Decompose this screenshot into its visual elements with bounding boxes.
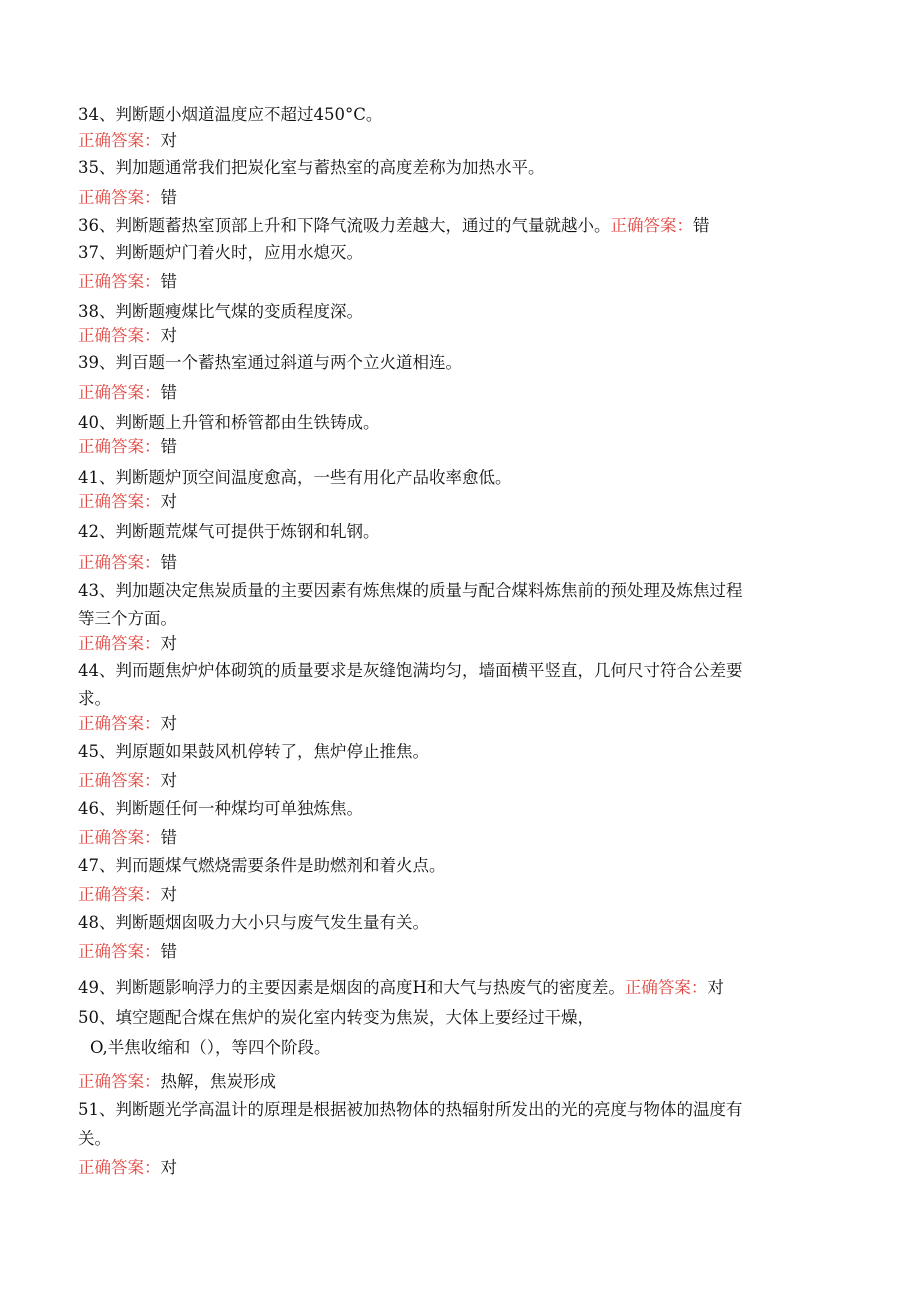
answer-value: 错 xyxy=(693,216,710,235)
question-text: 49、判断题影响浮力的主要因素是烟囱的高度H和大气与热废气的密度差。 xyxy=(78,978,625,997)
question-35: 35、判加题通常我们把炭化室与蓄热室的高度差称为加热水平。 xyxy=(78,158,545,177)
question-39: 39、判百题一个蓄热室通过斜道与两个立火道相连。 xyxy=(78,353,462,372)
answer-label: 正确答案： xyxy=(78,437,161,456)
answer-38 xyxy=(78,326,177,346)
answer-value: 错 xyxy=(160,188,177,207)
answer-value: 对 xyxy=(707,978,724,997)
answer-label: 正确答案： xyxy=(78,714,161,733)
answer-46 xyxy=(78,828,177,848)
answer-value: 对 xyxy=(160,1158,177,1177)
answer-44 xyxy=(78,714,177,734)
question-text: 36、判断题蓄热室顶部上升和下降气流吸力差越大，通过的气量就越小。 xyxy=(78,216,611,235)
answer-value: 对 xyxy=(160,885,177,904)
answer-50 xyxy=(78,1072,276,1092)
answer-label: 正确答案： xyxy=(78,1072,161,1091)
question-50-line1: 50、填空题配合煤在焦炉的炭化室内转变为焦炭，大体上要经过干燥， xyxy=(78,1008,594,1027)
answer-value: 对 xyxy=(160,131,177,150)
question-42: 42、判断题荒煤气可提供于炼钢和轧钢。 xyxy=(78,522,380,541)
answer-42 xyxy=(78,553,177,573)
answer-39 xyxy=(78,383,177,403)
question-41: 41、判断题炉顶空间温度愈高，一些有用化产品收率愈低。 xyxy=(78,468,512,487)
answer-value: 错 xyxy=(160,272,177,291)
answer-48 xyxy=(78,942,177,962)
answer-label: 正确答案： xyxy=(78,828,161,847)
answer-value: 热解，焦炭形成 xyxy=(160,1072,276,1091)
question-34: 34、判断题小烟道温度应不超过450°C。 xyxy=(78,105,383,124)
question-47: 47、判而题煤气燃烧需要条件是助燃剂和着火点。 xyxy=(78,856,446,875)
answer-label: 正确答案： xyxy=(78,188,161,207)
question-44-line2: 求。 xyxy=(78,689,111,708)
answer-value: 错 xyxy=(160,383,177,402)
question-36 xyxy=(78,216,710,236)
answer-value: 错 xyxy=(160,553,177,572)
answer-41 xyxy=(78,492,177,512)
question-51-line1: 51、判断题光学高温计的原理是根据被加热物体的热辐射所发出的光的亮度与物体的温度有 xyxy=(78,1100,743,1119)
answer-label: 正确答案： xyxy=(78,942,161,961)
answer-43 xyxy=(78,634,177,654)
answer-value: 错 xyxy=(160,828,177,847)
answer-value: 对 xyxy=(160,326,177,345)
answer-label: 正确答案： xyxy=(78,553,161,572)
answer-label: 正确答案： xyxy=(610,216,693,235)
question-44-line1: 44、判而题焦炉炉体砌筑的质量要求是灰缝饱满均匀，墙面横平竖直，几何尺寸符合公差要 xyxy=(78,661,743,680)
answer-label: 正确答案： xyxy=(78,272,161,291)
answer-34 xyxy=(78,131,177,151)
answer-label: 正确答案： xyxy=(78,131,161,150)
answer-label: 正确答案： xyxy=(78,492,161,511)
answer-value: 对 xyxy=(160,634,177,653)
answer-37 xyxy=(78,272,177,292)
question-51-line2: 关。 xyxy=(78,1129,111,1148)
answer-label: 正确答案： xyxy=(78,771,161,790)
question-43-line2: 等三个方面。 xyxy=(78,609,177,628)
answer-label: 正确答案： xyxy=(78,326,161,345)
answer-35 xyxy=(78,188,177,208)
question-50-line2: O,半焦收缩和（），等四个阶段。 xyxy=(90,1038,331,1057)
question-37: 37、判断题炉门着火时，应用水熄灭。 xyxy=(78,243,363,262)
answer-45 xyxy=(78,771,177,791)
answer-label: 正确答案： xyxy=(78,885,161,904)
question-48: 48、判断题烟囱吸力大小只与废气发生量有关。 xyxy=(78,913,429,932)
question-40: 40、判断题上升管和桥管都由生铁铸成。 xyxy=(78,413,380,432)
question-45: 45、判原题如果鼓风机停转了，焦炉停止推焦。 xyxy=(78,742,429,761)
answer-51 xyxy=(78,1158,177,1178)
answer-label: 正确答案： xyxy=(78,634,161,653)
answer-value: 对 xyxy=(160,492,177,511)
answer-value: 错 xyxy=(160,942,177,961)
answer-value: 错 xyxy=(160,437,177,456)
answer-47 xyxy=(78,885,177,905)
question-38: 38、判断题瘦煤比气煤的变质程度深。 xyxy=(78,302,363,321)
question-46: 46、判断题任何一种煤均可单独炼焦。 xyxy=(78,799,363,818)
answer-40 xyxy=(78,437,177,457)
answer-value: 对 xyxy=(160,714,177,733)
answer-value: 对 xyxy=(160,771,177,790)
answer-label: 正确答案： xyxy=(624,978,708,997)
question-49 xyxy=(78,978,724,998)
answer-label: 正确答案： xyxy=(78,1158,161,1177)
answer-label: 正确答案： xyxy=(78,383,161,402)
question-43-line1: 43、判加题决定焦炭质量的主要因素有炼焦煤的质量与配合煤料炼焦前的预处理及炼焦过程 xyxy=(78,581,743,600)
